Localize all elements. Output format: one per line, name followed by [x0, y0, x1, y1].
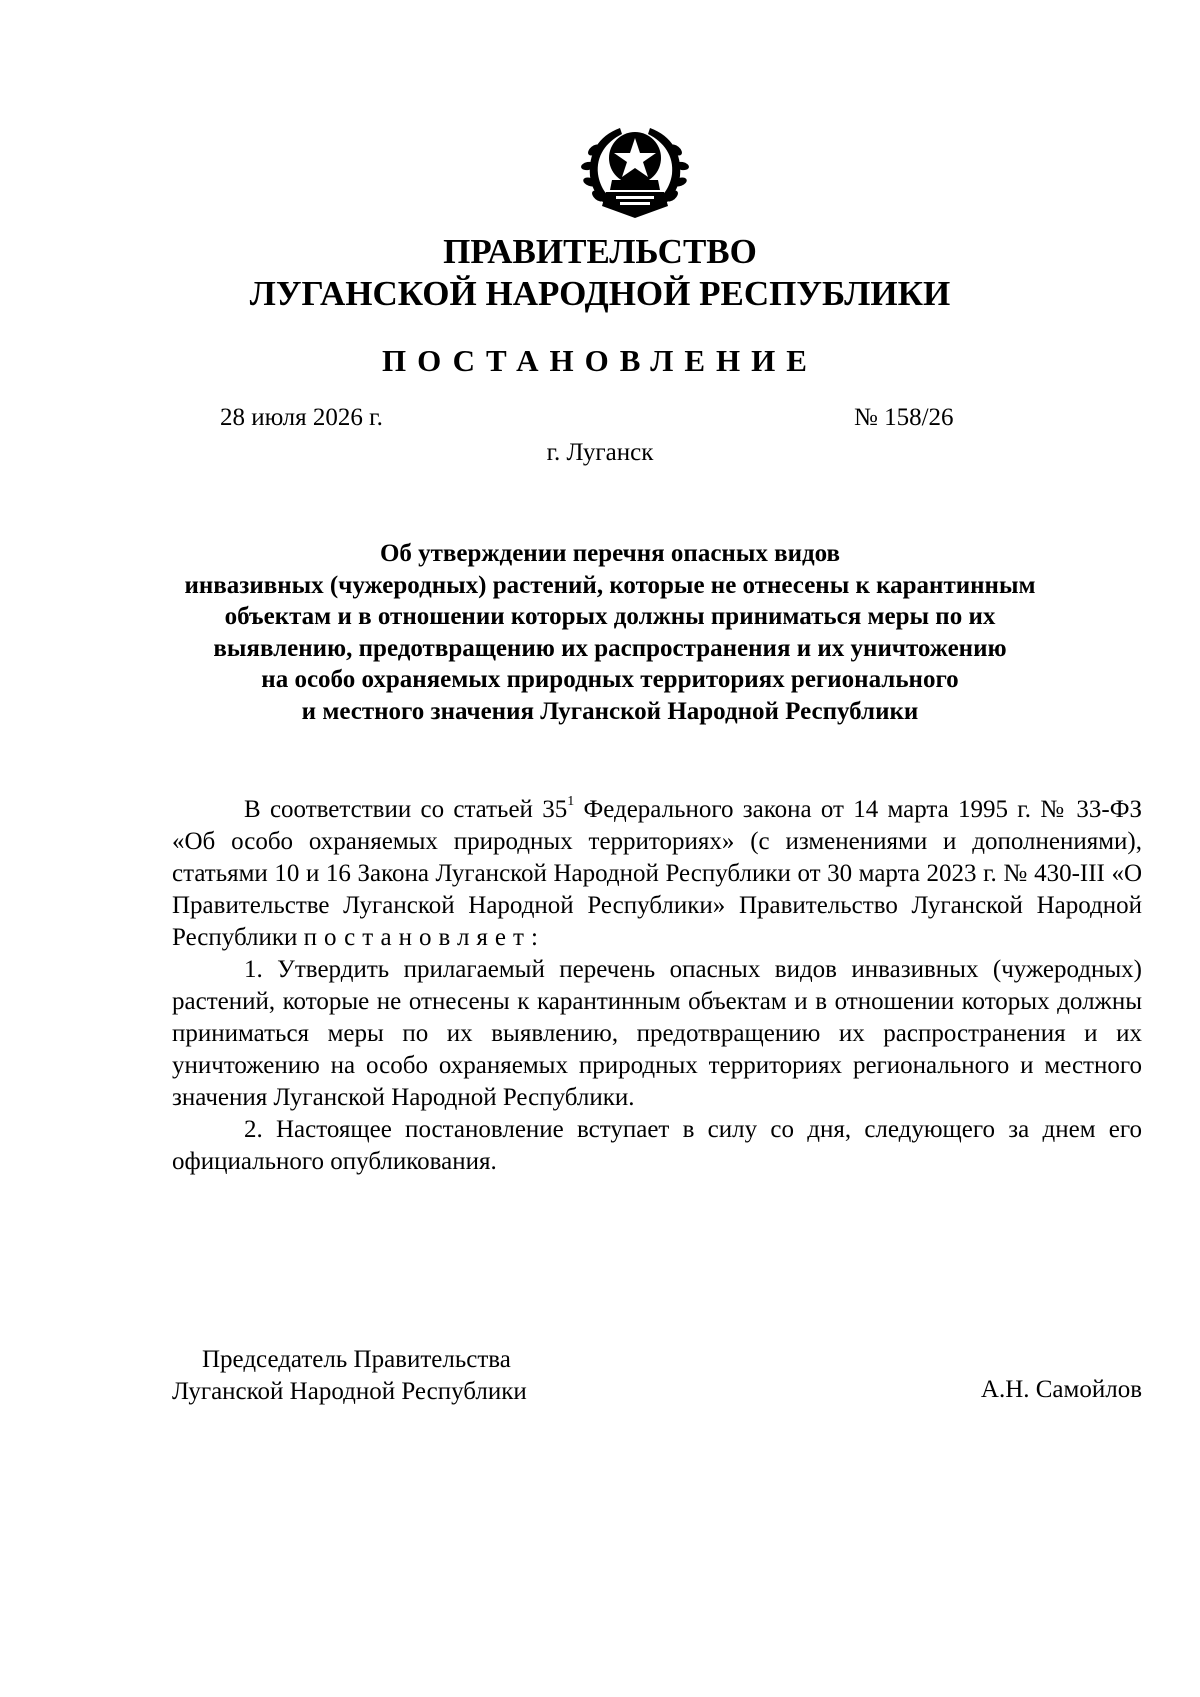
preamble-paragraph — [172, 794, 1142, 954]
organization-title-line1: ПРАВИТЕЛЬСТВО — [443, 232, 757, 271]
item-2-paragraph: 2. Настоящее постановление вступает в силу со дня, следующего за днем его официального опубликования. — [172, 1116, 1142, 1175]
document-type: ПОСТАНОВЛЕНИЕ — [382, 343, 818, 378]
heading-line: инвазивных (чужеродных) растений, которые не отнесены к карантинным — [184, 571, 1036, 599]
heading-line: на особо охраняемых природных территориях регионального — [261, 666, 959, 693]
signatory-role-line2: Луганской Народной Республики — [172, 1378, 527, 1405]
signatory-role — [172, 1344, 527, 1408]
resolves-word: постановляет: — [303, 924, 545, 951]
coat-of-arms-icon — [576, 120, 694, 222]
heading-line: объектам и в отношении которых должны приниматься меры по их — [224, 603, 996, 630]
organization-title-line2: ЛУГАНСКОЙ НАРОДНОЙ РЕСПУБЛИКИ — [249, 274, 951, 313]
item-1-paragraph: 1. Утвердить прилагаемый перечень опасных видов инвазивных (чужеродных) растений, которые не отнесены к карантинным объектам и в отношении которых должны приниматься меры по их выявлению, предотвращению их распространения и их уничтожению на особо охраняемых природных территориях регионального и местного значения Луганской Народной Республики. — [172, 956, 1142, 1111]
signatory-role-line1: Председатель Правительства — [202, 1346, 511, 1373]
heading-line: Об утверждении перечня опасных видов — [379, 540, 841, 567]
document-date: 28 июля 2026 г. — [220, 404, 383, 431]
document-number: № 158/26 — [854, 404, 954, 431]
document-heading — [160, 538, 1060, 727]
preamble-text: Федерального закона от 14 марта 1995 г. № 33-ФЗ «Об особо охраняемых природных территориях» (с изменениями и дополнениями), статьями 10 и 16 Закона Луганской Народной Республики от 30 марта 2023 г. № 430-III «О Правительстве Луганской Народной Республики» Правительство Луганской Народной Республики — [172, 796, 1143, 951]
article-superscript: 1 — [567, 793, 575, 809]
signatory-name: А.Н. Самойлов — [980, 1376, 1142, 1403]
preamble-text-start: В соответствии со статьей 35 — [244, 796, 568, 823]
document-city: г. Луганск — [546, 439, 654, 466]
heading-line: и местного значения Луганской Народной Республики — [301, 697, 919, 725]
document-body — [172, 794, 1142, 1178]
heading-line: выявлению, предотвращению их распространения и их уничтожению — [213, 634, 1007, 662]
